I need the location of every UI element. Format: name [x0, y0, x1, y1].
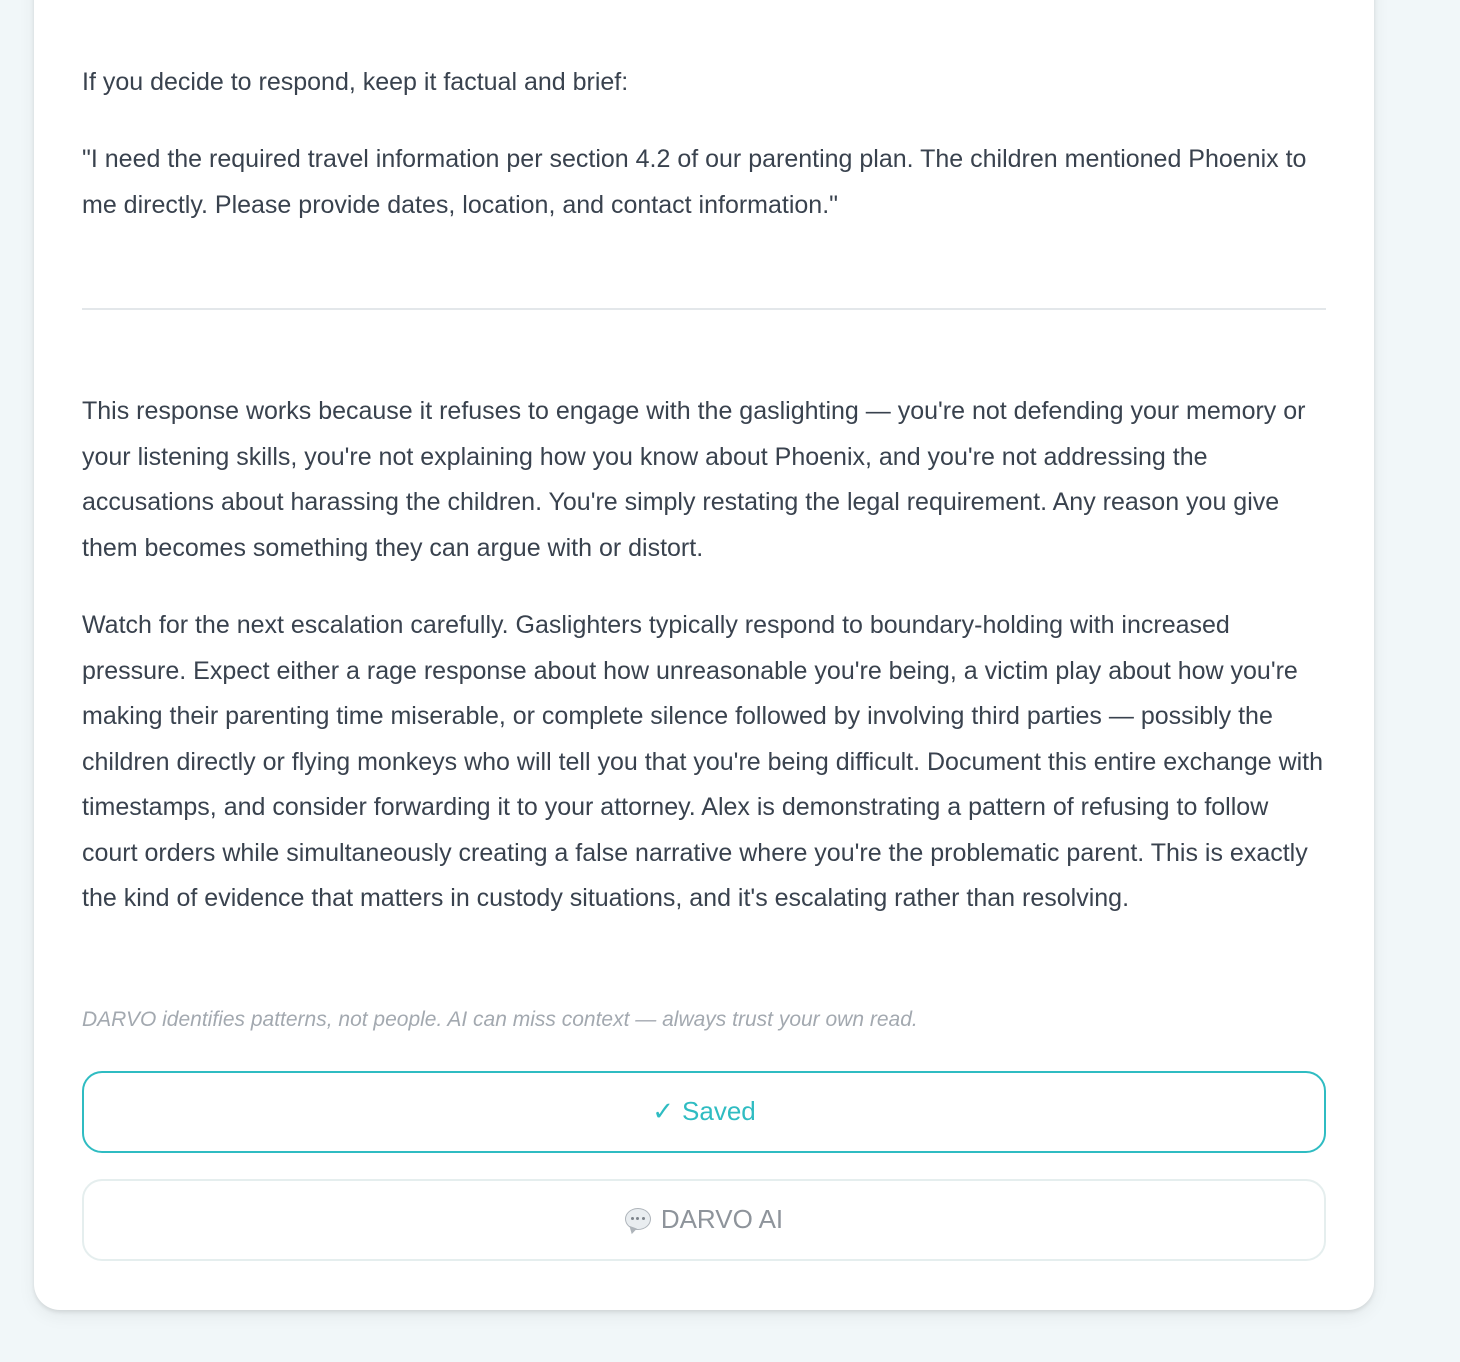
escalation-warning-paragraph: Watch for the next escalation carefully. Gaslighters typically respond to boundary-holding with increased pressure. Expect either a rage response about how unreasonable you're being, a victim play about how you're making their parenting time miserable, or complete silence followed by involving third parties — possibly the children directly or flying monkeys who will tell you that you're being difficult. Document this entire exchange with timestamps, and consider forwarding it to your attorney. Alex is demonstrating a pattern of refusing to follow court orders while simultaneously creating a false narrative where you're the problematic parent. This is exactly the kind of evidence that matters in custody situations, and it's escalating rather than resolving.	[82, 611, 1324, 912]
speech-bubble-icon	[625, 1208, 651, 1230]
explanation-paragraph: This response works because it refuses to engage with the gaslighting — you're not defending your memory or your listening skills, you're not explaining how you know about Phoenix, and you're not addressing the accusations about harassing the children. You're simply restating the legal requirement. Any reason you give them becomes something they can argue with or distort.	[82, 397, 1306, 562]
darvo-ai-button-label: DARVO AI	[660, 1204, 784, 1235]
ai-disclaimer: DARVO identifies patterns, not people. AI can miss context — always trust your own read.	[82, 1008, 918, 1031]
response-intro: If you decide to respond, keep it factual and brief:	[82, 68, 629, 96]
darvo-ai-button[interactable]	[82, 1179, 1326, 1261]
saved-button-label: Saved	[682, 1096, 756, 1127]
saved-button[interactable]	[82, 1071, 1326, 1153]
section-divider	[82, 308, 1326, 310]
analysis-card	[34, 0, 1374, 1310]
suggested-response-quote: "I need the required travel information per section 4.2 of our parenting plan. The children mentioned Phoenix to me directly. Please provide dates, location, and contact information."	[82, 145, 1307, 219]
checkmark-icon: ✓	[652, 1096, 675, 1127]
